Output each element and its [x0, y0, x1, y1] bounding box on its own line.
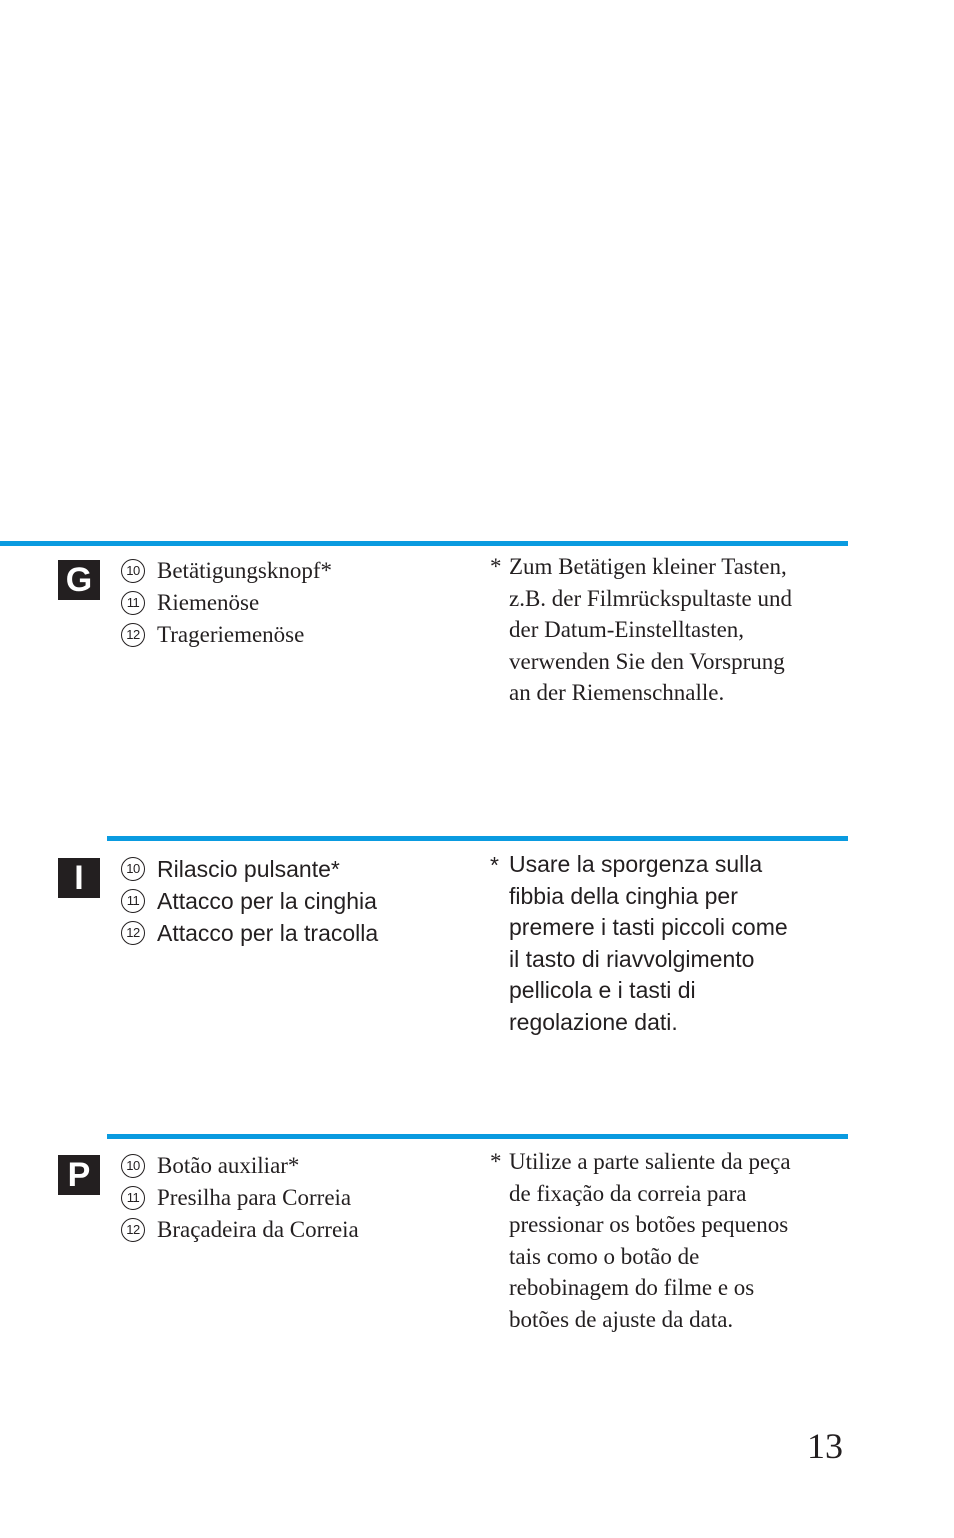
parts-list-german	[121, 555, 461, 651]
circled-number: 10	[121, 1154, 145, 1178]
footnote-line: pressionar os botões pequenos	[509, 1212, 789, 1237]
circled-number: 11	[121, 591, 145, 615]
parts-list-portuguese	[121, 1150, 461, 1246]
footnote-marker: *	[490, 1149, 502, 1174]
page-number: 13	[807, 1426, 843, 1466]
circled-number: 10	[121, 857, 145, 881]
footnote-line: rebobinagem do filme e os	[509, 1275, 755, 1300]
part-label: Braçadeira da Correia	[157, 1217, 359, 1242]
footnote-text	[509, 849, 844, 1038]
section-divider-portuguese	[107, 1134, 848, 1139]
footnote-line: Zum Betätigen kleiner Tasten,	[509, 554, 787, 579]
footnote-line: de fixação da correia para	[509, 1180, 747, 1206]
parts-list-italian	[121, 853, 461, 949]
footnote-marker: *	[490, 554, 502, 579]
circled-number: 12	[121, 1218, 145, 1242]
section-divider-italian	[107, 836, 848, 841]
footnote-line: premere i tasti piccoli come	[509, 914, 788, 940]
list-item	[121, 885, 461, 917]
footnote-line: der Datum-Einstelltasten,	[509, 617, 745, 642]
list-item	[121, 1182, 461, 1214]
footnote-line: pellicola e i tasti di	[509, 977, 696, 1003]
part-label: Attacco per la tracolla	[157, 920, 379, 946]
list-item	[121, 587, 461, 619]
footnote-line: an der Riemenschnalle.	[509, 680, 725, 705]
language-badge-portuguese: P	[58, 1155, 100, 1195]
footnote-text	[509, 551, 844, 709]
circled-number: 11	[121, 889, 145, 913]
footnote-line: verwenden Sie den Vorsprung	[509, 648, 785, 674]
language-badge-german: G	[58, 560, 100, 600]
circled-number: 11	[121, 1186, 145, 1210]
footnote-line: Utilize a parte saliente da peça	[509, 1149, 791, 1174]
part-label: Botão auxiliar*	[157, 1153, 300, 1178]
list-item	[121, 619, 461, 651]
part-label: Rilascio pulsante*	[157, 856, 340, 882]
footnote-text	[509, 1146, 844, 1335]
circled-number: 12	[121, 921, 145, 945]
part-label: Riemenöse	[157, 590, 260, 615]
circled-number: 12	[121, 623, 145, 647]
footnote-line: regolazione dati.	[509, 1008, 678, 1035]
footnote-line: tais como o botão de	[509, 1243, 700, 1269]
footnote-line: fibbia della cinghia per	[509, 882, 738, 909]
footnote-marker: *	[490, 852, 499, 878]
section-divider-german	[0, 541, 848, 546]
part-label: Betätigungsknopf*	[157, 558, 333, 583]
circled-number: 10	[121, 559, 145, 583]
list-item	[121, 555, 461, 587]
list-item	[121, 1150, 461, 1182]
part-label: Trageriemenöse	[157, 622, 305, 647]
footnote-line: il tasto di riavvolgimento	[509, 945, 755, 972]
list-item	[121, 1214, 461, 1246]
language-badge-italian: I	[58, 858, 100, 898]
footnote-line: Usare la sporgenza sulla	[509, 851, 763, 877]
footnote-line: botões de ajuste da data.	[509, 1306, 734, 1332]
footnote-line: z.B. der Filmrückspultaste und	[509, 585, 792, 611]
list-item	[121, 917, 461, 949]
part-label: Presilha para Correia	[157, 1185, 352, 1210]
part-label: Attacco per la cinghia	[157, 888, 377, 914]
list-item	[121, 853, 461, 885]
